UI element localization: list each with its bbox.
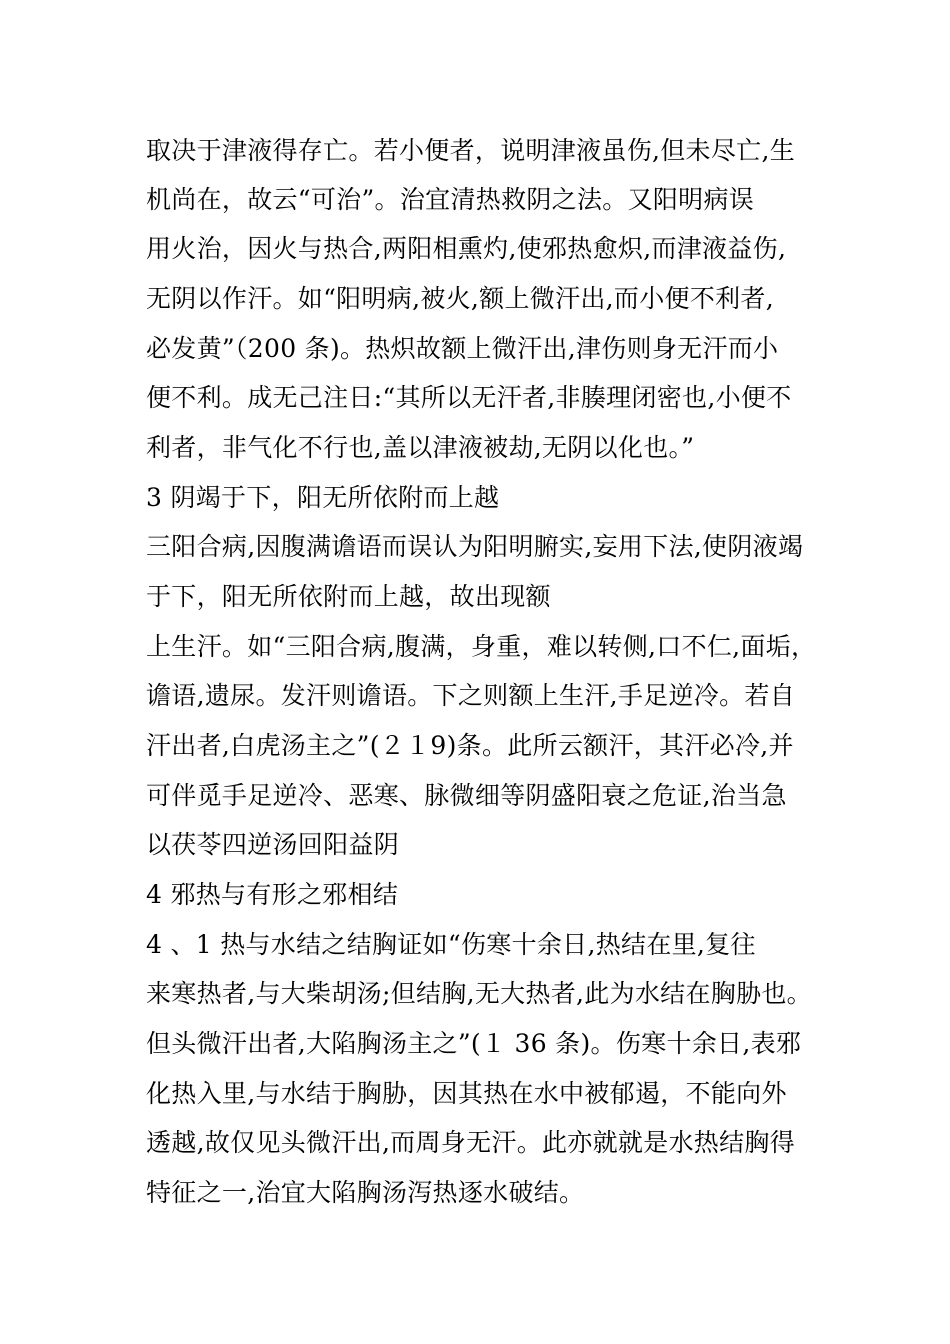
- text-line: 于下，阳无所依附而上越，故出现额: [146, 582, 551, 611]
- text-line: 用火治，因火与热合,两阳相熏灼,使邪热愈炽,而津液益伤,: [146, 234, 787, 263]
- text-line: 便不利。成无己注日:“其所以无汗者,非腠理闭密也,小便不: [146, 383, 792, 412]
- section-heading: 4 邪热与有形之邪相结: [146, 880, 399, 909]
- text-line: 透越,故仅见头微汗出,而周身无汗。此亦就就是水热结胸得: [146, 1128, 795, 1157]
- text-line: 可伴觅手足逆冷、恶寒、脉微细等阴盛阳衰之危证,治当急: [146, 781, 787, 810]
- text-line: 来寒热者,与大柴胡汤;但结胸,无大热者,此为水结在胸胁也。: [146, 979, 812, 1008]
- text-line: 化热入里,与水结于胸胁，因其热在水中被郁遏，不能向外: [146, 1079, 787, 1108]
- text-line: 机尚在，故云“可治”。治宜清热救阴之法。又阳明病误: [146, 185, 755, 214]
- section-heading: 3 阴竭于下，阳无所依附而上越: [146, 483, 500, 512]
- text-line: 利者，非气化不行也,盖以津液被劫,无阴以化也。”: [146, 433, 695, 462]
- text-line: 但头微汗出者,大陷胸汤主之”(１ 36 条)。伤寒十余日,表邪: [146, 1029, 802, 1058]
- text-line: 谵语,遗尿。发汗则谵语。下之则额上生汗,手足逆冷。若自: [146, 681, 795, 710]
- text-line: 特征之一,治宜大陷胸汤泻热逐水破结。: [146, 1178, 585, 1207]
- text-line: 汗出者,白虎汤主之”(２１9)条。此所云额汗，其汗必冷,并: [146, 731, 794, 760]
- text-line: 上生汗。如“三阳合病,腹满，身重，难以转侧,口不仁,面垢，: [146, 632, 817, 661]
- text-line: 以茯苓四逆汤回阳益阴: [146, 830, 400, 859]
- text-line: 无阴以作汗。如“阳明病,被火,额上微汗出,而小便不利者,: [146, 284, 774, 313]
- subsection-line: 4 、1 热与水结之结胸证如“伤寒十余日,热结在里,复往: [146, 930, 756, 959]
- text-line: 必发黄”（200 条)。热炽故额上微汗出,津伤则身无汗而小: [146, 334, 779, 363]
- text-line: 取决于津液得存亡。若小便者，说明津液虽伤,但未尽亡,生: [146, 136, 795, 165]
- text-line: 三阳合病,因腹满谵语而误认为阳明腑实,妄用下法,使阴液竭: [146, 532, 804, 561]
